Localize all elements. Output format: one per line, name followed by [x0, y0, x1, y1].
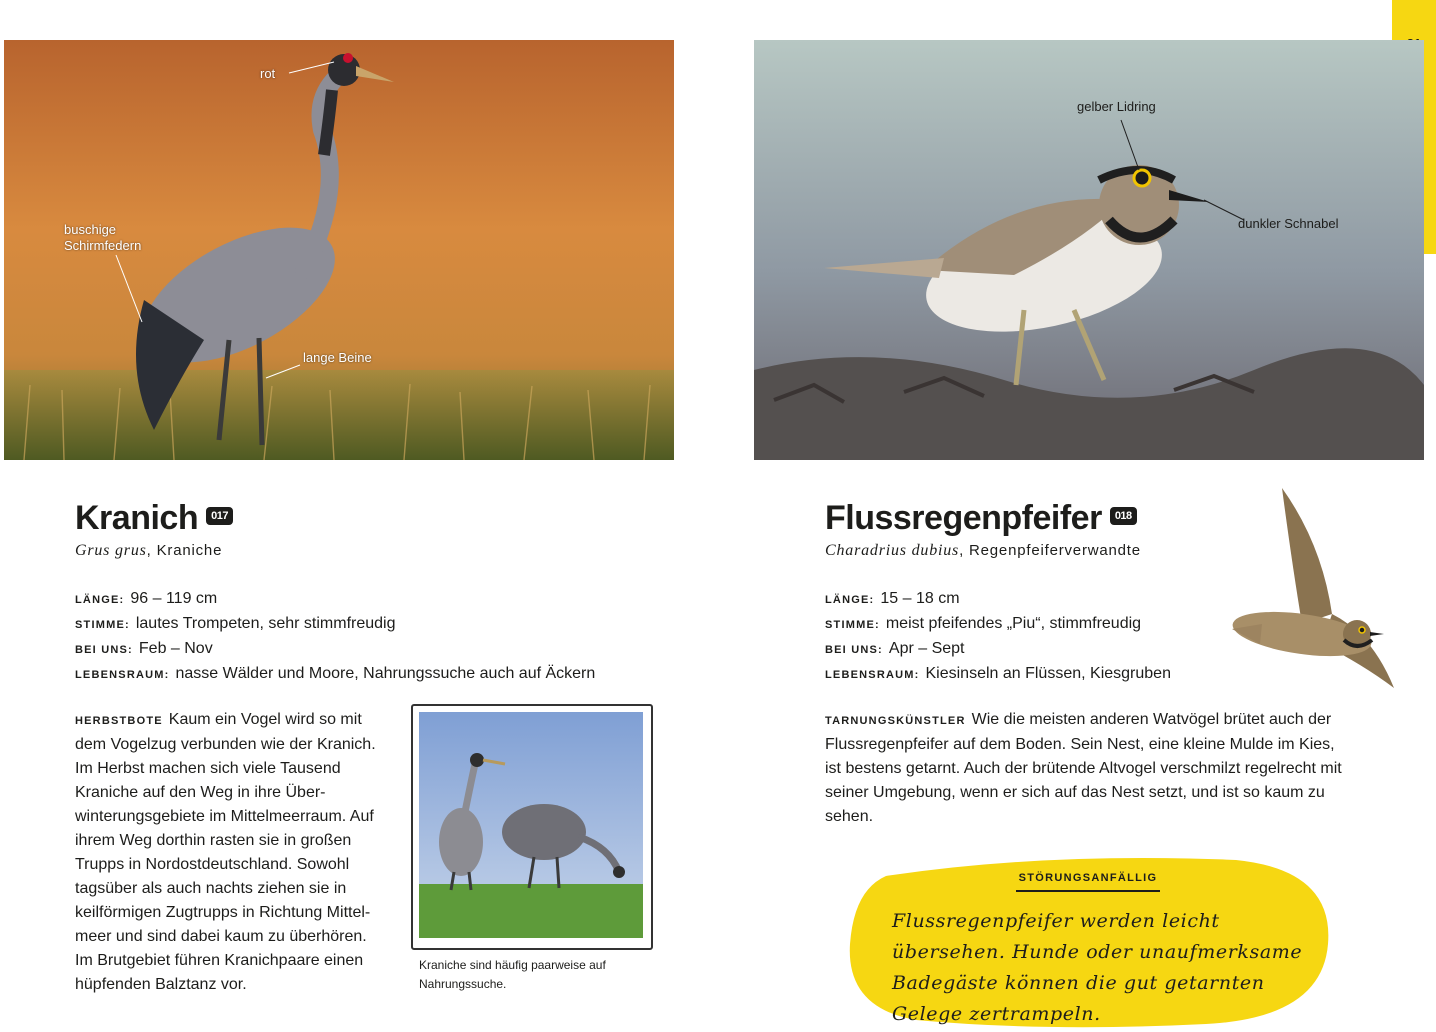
label-beak: dunkler Schnabel [1238, 216, 1339, 231]
fact-row: STIMME: meist pfeifendes „Piu“, stimmfreudig [825, 615, 1142, 632]
fact-row: LÄNGE: 96 – 119 cm [75, 590, 218, 607]
crane-section-text: Kaum ein Vogel wird so mit dem Vogelzug verbunden wie der Kranich. Im Herbst machen sich viele Tausend Kraniche auf den Weg in ihre Über-winterungsgebiete im Mittelmeerraum. Auf ihrem Weg dorthin rasten sie in großen Trupps in Nordostdeutschland. Sowohl tagsüber als auch nachts ziehen sie in keilförmigen Zugtrupps in Richtung Mittel-meer und sind dabei kaum zu überhören. Im Brutgebiet führen Kranichpaare einen hüpfenden Balztanz vor. [75, 711, 376, 993]
flying-plover-illustration [1222, 484, 1398, 694]
crane-pair-photo [411, 704, 653, 950]
crane-section-lead: HERBSTBOTE [75, 715, 163, 727]
plover-title [825, 498, 1137, 538]
plover-name: Flussregenpfeifer [825, 499, 1102, 537]
plover-facts [825, 587, 1171, 687]
label-eyering: gelber Lidring [1077, 99, 1156, 114]
crane-family: , Kraniche [146, 542, 223, 559]
plover-latin-name: Charadrius dubius [825, 542, 960, 559]
plover-section-text: Wie die meisten anderen Watvögel brütet auch der Flussregenpfeifer auf dem Boden. Sein Nest, eine kleine Mulde im Kies, ist bestens getarnt. Auch der brütende Altvogel verschmilzt regelrecht mit seiner Umgebung, wenn er sich auf das Nest setzt, und ist so kaum zu sehen. [825, 711, 1342, 825]
crane-pair-caption: Kraniche sind häufig paarweise auf Nahrungssuche. [419, 958, 606, 991]
crane-name: Kranich [75, 499, 199, 537]
fact-row: LÄNGE: 15 – 18 cm [825, 590, 960, 607]
crane-section [75, 708, 387, 997]
callout-title: STÖRUNGSANFÄLLIG [1016, 872, 1160, 892]
plover-latin [825, 541, 1141, 561]
label-legs: lange Beine [303, 350, 372, 365]
plover-section-lead: TARNUNGSKÜNSTLER [825, 715, 966, 727]
fact-row: BEI UNS: Apr – Sept [825, 640, 965, 657]
plover-family: , Regenpfeiferverwandte [959, 542, 1141, 559]
plover-badge: 018 [1110, 507, 1137, 525]
fact-row: BEI UNS: Feb – Nov [75, 640, 213, 657]
label-red: rot [260, 66, 276, 81]
crane-latin-name: Grus grus [75, 542, 147, 559]
fact-row: STIMME: lautes Trompeten, sehr stimmfreudig [75, 615, 396, 632]
label-feathers: buschige Schirmfedern [64, 222, 142, 253]
callout-text: Flussregenpfeifer werden leicht übersehen. Hunde oder unaufmerksame Badegäste können die gut getarnten Gelege zertrampeln. [892, 910, 1303, 1025]
fact-row: LEBENSRAUM: Kiesinseln an Flüssen, Kiesgruben [825, 665, 1171, 682]
fact-row: LEBENSRAUM: nasse Wälder und Moore, Nahrungssuche auch auf Äckern [75, 665, 596, 682]
crane-latin [75, 541, 222, 561]
crane-badge: 017 [206, 507, 233, 525]
crane-title [75, 498, 233, 538]
crane-facts [75, 587, 595, 687]
plover-section [825, 708, 1355, 829]
